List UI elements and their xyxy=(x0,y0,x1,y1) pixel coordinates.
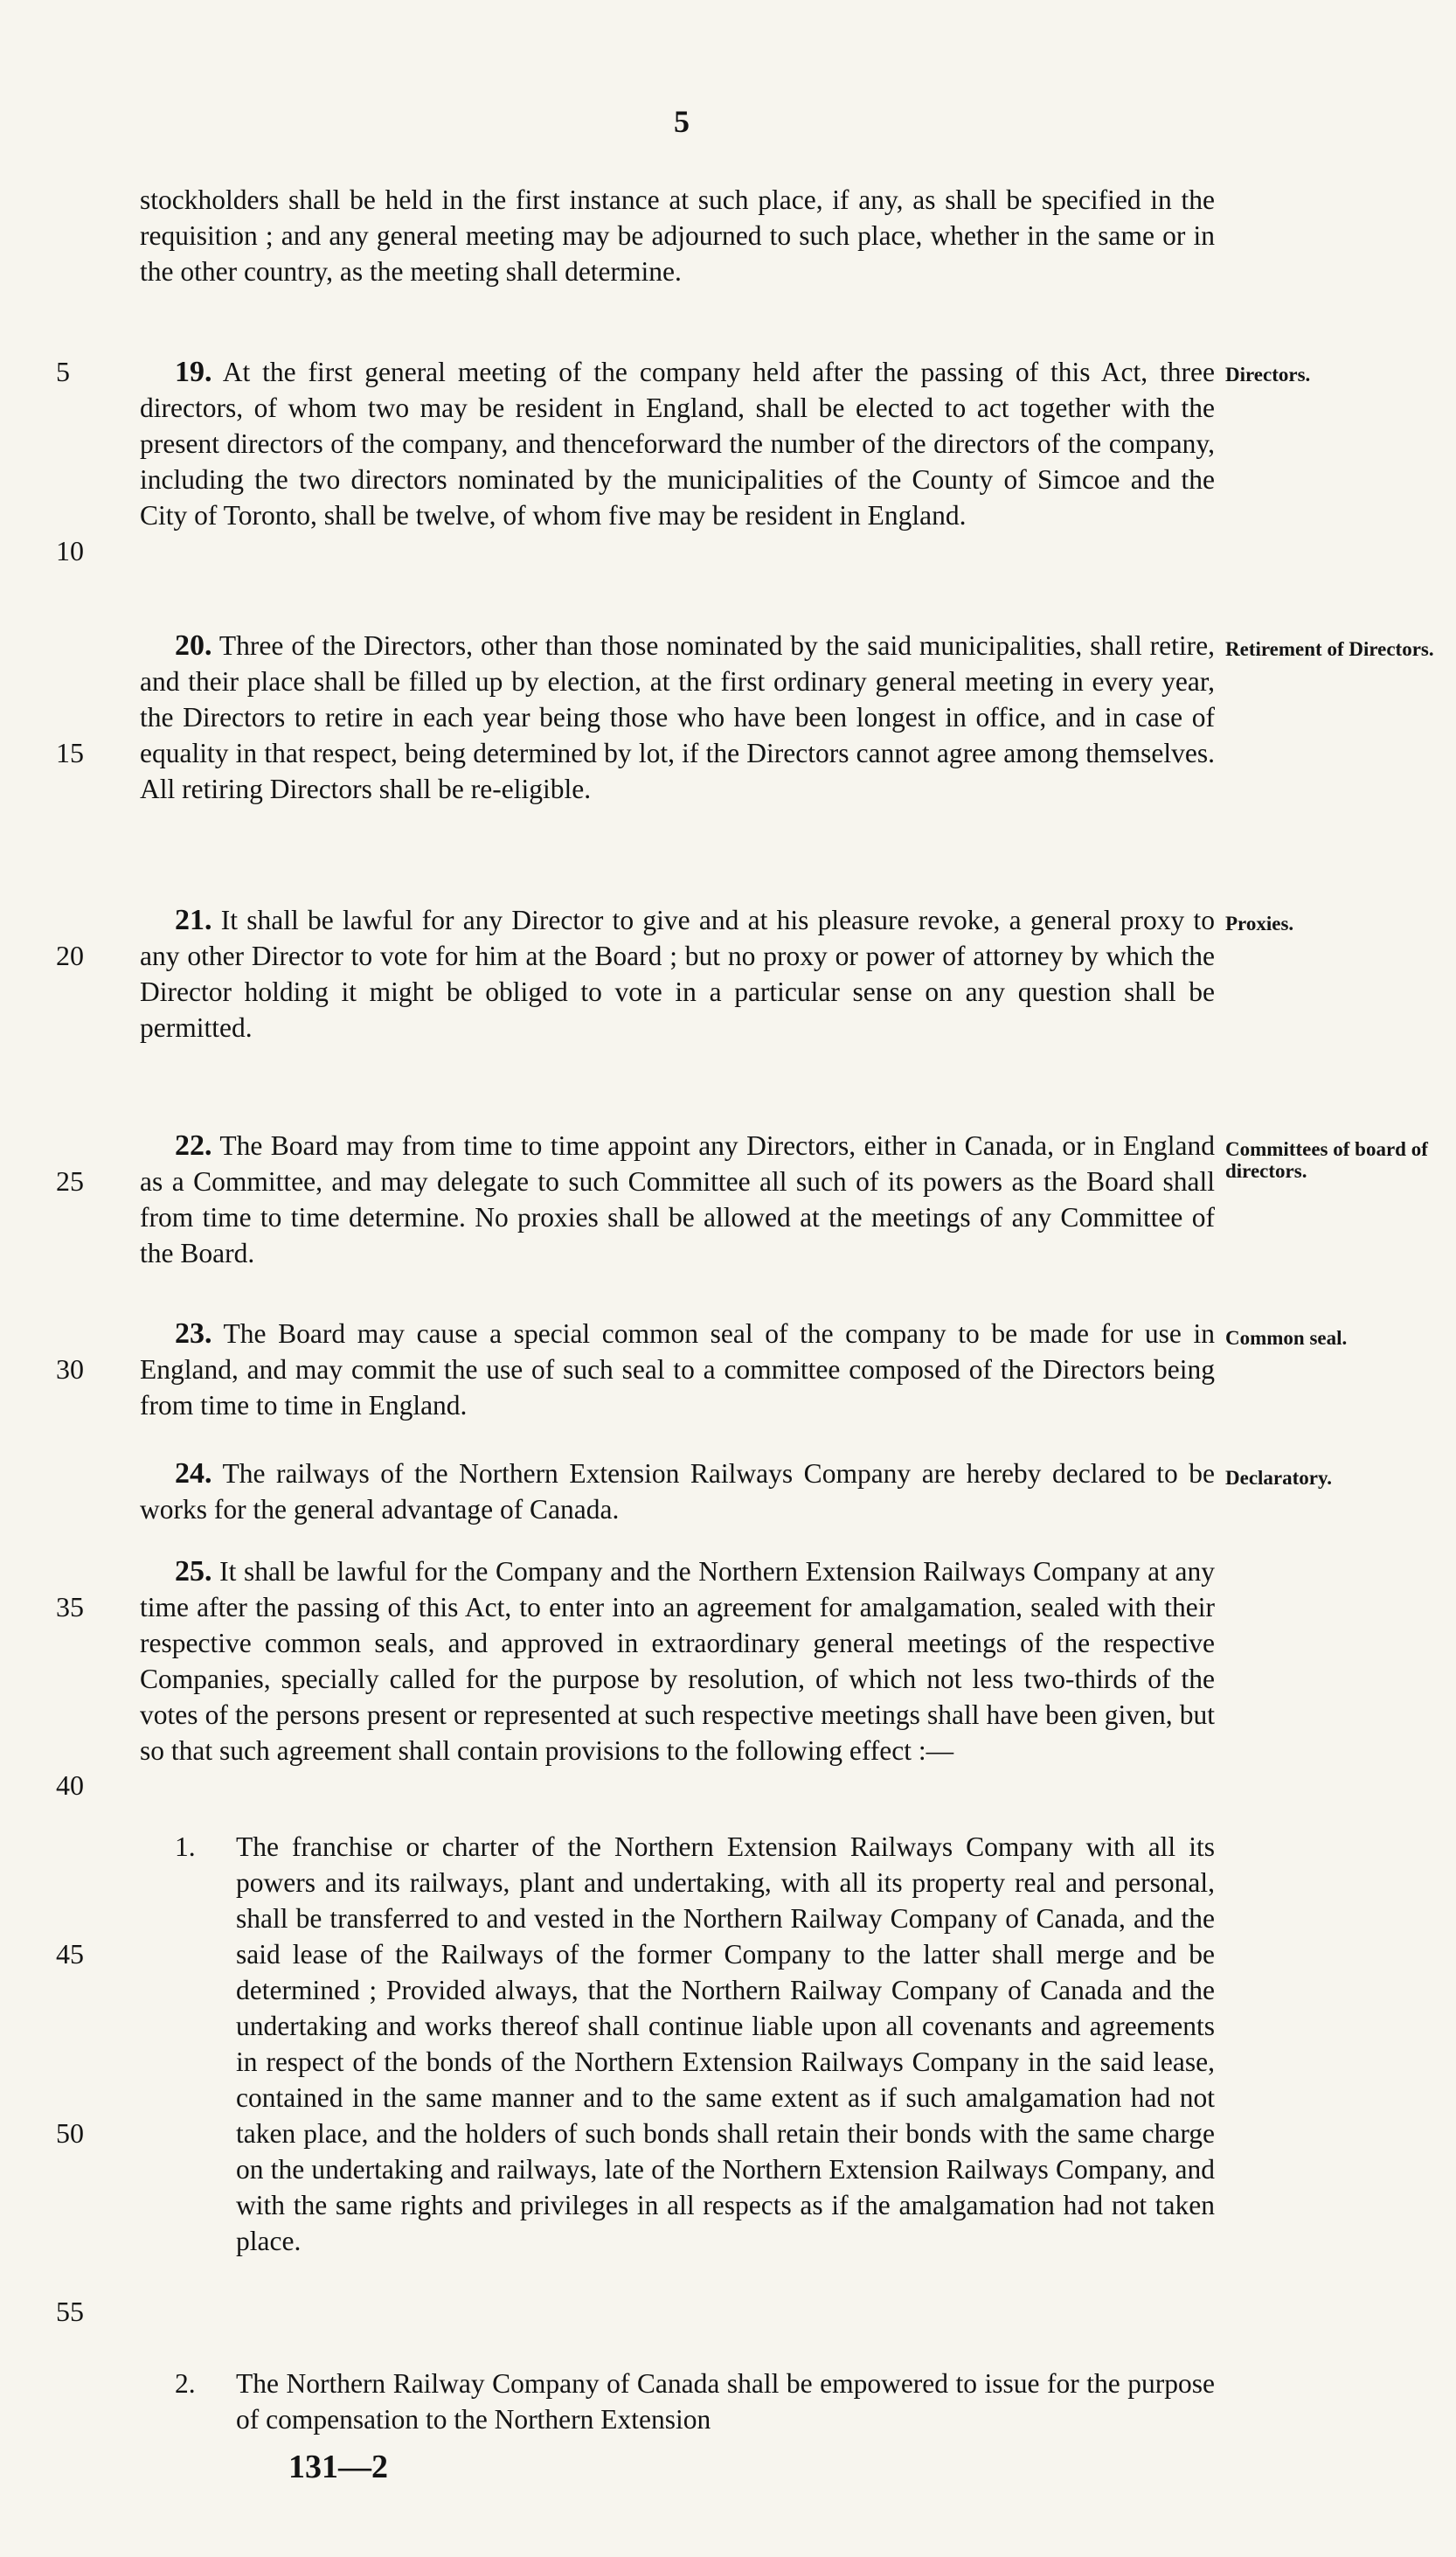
section-22 xyxy=(140,1128,1215,1271)
margin-note-proxies: Proxies. xyxy=(1225,913,1294,935)
section-text: It shall be lawful for any Director to give and at his pleasure revoke, a general proxy to any other Director to vote for him at the Board ; but no proxy or power of attorney by which the Director holding it might be obliged to vote in a particular sense on any question shall be permitted. xyxy=(140,905,1216,1043)
line-number: 20 xyxy=(56,940,84,971)
section-text: The Board may from time to time appoint any Directors, either in Canada, or in England as a Committee, and may delegate to such Committee all such of its powers as the Board shall from time to time determine. No proxies shall be allowed at the meetings of any Committee of the Board. xyxy=(140,1130,1216,1268)
margin-note-retirement: Retirement of Directors. xyxy=(1225,638,1434,660)
line-number: 15 xyxy=(56,737,84,768)
line-number: 10 xyxy=(56,535,84,566)
list-item-2 xyxy=(175,2366,1215,2437)
line-number: 45 xyxy=(56,1938,84,1970)
section-21-paragraph xyxy=(140,902,1215,1046)
section-24 xyxy=(140,1456,1215,1527)
list-item-text: The Northern Railway Company of Canada shall be empowered to issue for the purpose of compensation to the Northern Extension xyxy=(236,2368,1215,2435)
page-number: 5 xyxy=(674,104,690,139)
section-22-paragraph xyxy=(140,1128,1215,1271)
section-number: 22. xyxy=(175,1129,212,1162)
section-number: 19. xyxy=(175,356,212,388)
list-item-1 xyxy=(175,1829,1215,2259)
margin-note-declaratory: Declaratory. xyxy=(1225,1467,1332,1489)
section-text: The Board may cause a special common seal of the company to be made for use in England, and may commit the use of such seal to a committee composed of the Directors being from time to time in England. xyxy=(140,1318,1215,1421)
section-number: 20. xyxy=(175,629,212,662)
section-19-paragraph xyxy=(140,354,1215,533)
list-item-number: 1. xyxy=(175,1831,196,1862)
section-number: 21. xyxy=(175,904,212,936)
section-20 xyxy=(140,628,1215,807)
list-item-number: 2. xyxy=(175,2368,196,2399)
opening-text: stockholders shall be held in the first instance at such place, if any, as shall be specified in the requisition ; and any general meeting may be adjourned to such place, whether in the same or in the other country, as the meeting shall determine. xyxy=(140,184,1215,287)
section-number: 25. xyxy=(175,1555,212,1588)
section-24-paragraph xyxy=(140,1456,1215,1527)
margin-note-directors: Directors. xyxy=(1225,364,1311,386)
list-item-text: The franchise or charter of the Northern Extension Railways Company with all its powers and its railways, plant and undertaking, with all its property real and personal, shall be transferred to and vested in the Northern Railway Company of Canada, and the said lease of the Railways of the former Company to the latter shall merge and be determined ; Provided always, that the Northern Railway Company of Canada and the undertaking and works thereof shall continue liable upon all covenants and agreements in respect of the bonds of the Northern Extension Railways Company in the said lease, contained in the same manner and to the same extent as if such amalgamation had not taken place, and the holders of such bonds shall retain their bonds with the same charge on the undertaking and railways, late of the Northern Extension Railways Company, and with the same rights and privileges in all respects as if the amalgamation had not taken place. xyxy=(236,1831,1215,2256)
section-25 xyxy=(140,1553,1215,1768)
section-21 xyxy=(140,902,1215,1046)
line-number: 25 xyxy=(56,1165,84,1197)
line-number: 30 xyxy=(56,1353,84,1385)
section-text: At the first general meeting of the company held after the passing of this Act, three directors, of whom two may be resident in England, shall be elected to act together with the present directors of the company, and thenceforward the number of the directors of the company, including the two directors nominated by the municipalities of the County of Simcoe and the City of Toronto, shall be twelve, of whom five may be resident in England. xyxy=(140,357,1216,531)
section-25-paragraph xyxy=(140,1553,1215,1768)
section-number: 24. xyxy=(175,1457,212,1490)
section-20-paragraph xyxy=(140,628,1215,807)
footer-signature: 131—2 xyxy=(288,2449,388,2485)
section-19 xyxy=(140,354,1215,533)
line-number: 40 xyxy=(56,1769,84,1801)
section-text: The railways of the Northern Extension Railways Company are hereby declared to be works for the general advantage of Canada. xyxy=(140,1458,1215,1525)
section-23 xyxy=(140,1316,1215,1423)
margin-note-committees: Committees of board of directors. xyxy=(1225,1138,1428,1182)
section-23-paragraph xyxy=(140,1316,1215,1423)
section-text: Three of the Directors, other than those nominated by the said municipalities, shall retire, and their place shall be filled up by election, at the first ordinary general meeting in every year, the Directors to retire in each year being those who have been longest in office, and in case of equality in that respect, being determined by lot, if the Directors cannot agree among themselves. All retiring Directors shall be re-eligible. xyxy=(140,630,1215,804)
line-number: 5 xyxy=(56,356,70,387)
line-number: 50 xyxy=(56,2117,84,2149)
line-number: 55 xyxy=(56,2296,84,2327)
margin-note-common-seal: Common seal. xyxy=(1225,1327,1348,1349)
section-number: 23. xyxy=(175,1317,212,1350)
opening-paragraph xyxy=(140,182,1215,289)
line-number: 35 xyxy=(56,1591,84,1622)
section-text: It shall be lawful for the Company and the Northern Extension Railways Company at any time after the passing of this Act, to enter into an agreement for amalgamation, sealed with their respective common seals, and approved in extraordinary general meetings of the respective Companies, specially called for the purpose by resolution, of which not less two-thirds of the votes of the persons present or represented at such respective meetings shall have been given, but so that such agreement shall contain provisions to the following effect :— xyxy=(140,1556,1216,1766)
